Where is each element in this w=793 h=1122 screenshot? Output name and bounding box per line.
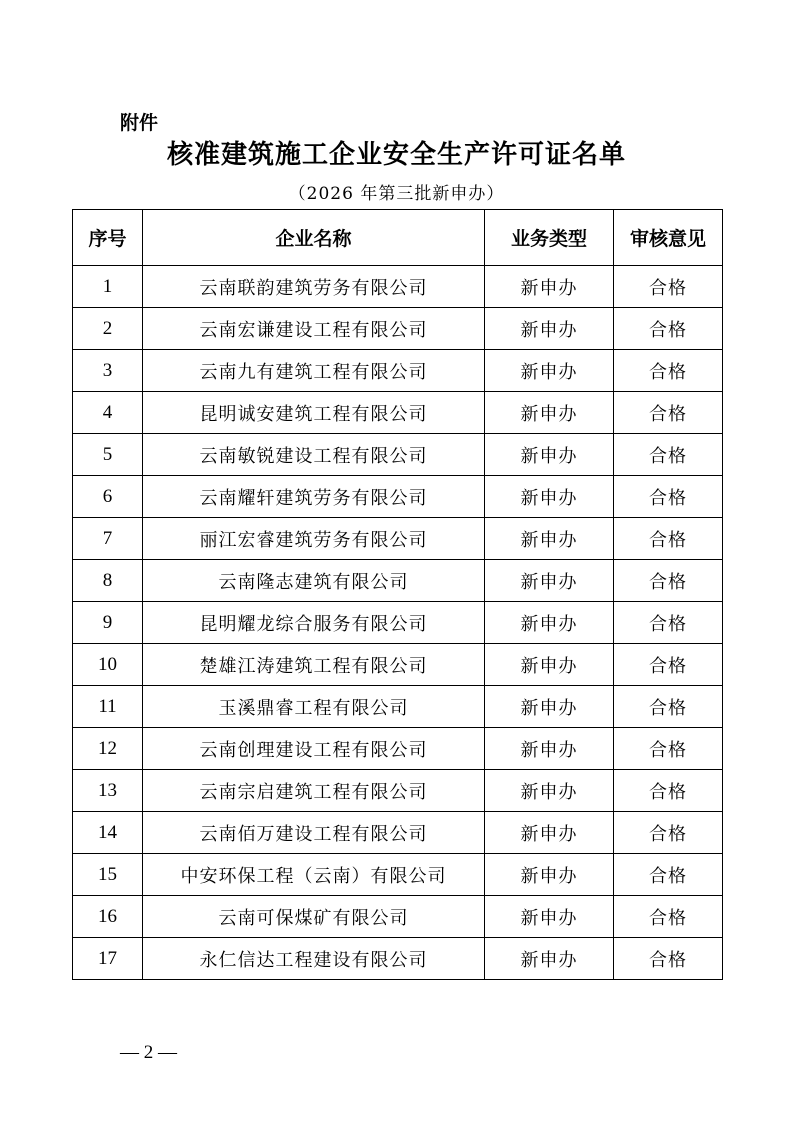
table-row (73, 602, 723, 644)
business-type-cell: 新申办 (485, 434, 614, 476)
serial-number-cell: 2 (73, 308, 143, 350)
serial-number-cell: 1 (73, 266, 143, 308)
company-name-cell: 昆明诚安建筑工程有限公司 (143, 392, 485, 434)
review-opinion-cell: 合格 (614, 476, 723, 518)
company-name-cell: 玉溪鼎睿工程有限公司 (143, 686, 485, 728)
business-type-cell: 新申办 (485, 560, 614, 602)
table-header-row (73, 210, 723, 266)
serial-number-cell: 8 (73, 560, 143, 602)
review-opinion-cell: 合格 (614, 770, 723, 812)
table-row (73, 854, 723, 896)
serial-number-cell: 3 (73, 350, 143, 392)
review-opinion-cell: 合格 (614, 938, 723, 980)
company-name-cell: 云南九有建筑工程有限公司 (143, 350, 485, 392)
business-type-cell: 新申办 (485, 644, 614, 686)
business-type-cell: 新申办 (485, 728, 614, 770)
serial-number-cell: 10 (73, 644, 143, 686)
review-opinion-cell: 合格 (614, 602, 723, 644)
business-type-cell: 新申办 (485, 308, 614, 350)
header-company-name: 企业名称 (143, 210, 485, 266)
review-opinion-cell: 合格 (614, 350, 723, 392)
review-opinion-cell: 合格 (614, 392, 723, 434)
business-type-cell: 新申办 (485, 812, 614, 854)
review-opinion-cell: 合格 (614, 434, 723, 476)
business-type-cell: 新申办 (485, 896, 614, 938)
company-name-cell: 永仁信达工程建设有限公司 (143, 938, 485, 980)
table-row (73, 476, 723, 518)
header-business-type: 业务类型 (485, 210, 614, 266)
serial-number-cell: 4 (73, 392, 143, 434)
business-type-cell: 新申办 (485, 686, 614, 728)
table-row (73, 392, 723, 434)
serial-number-cell: 11 (73, 686, 143, 728)
company-name-cell: 云南宗启建筑工程有限公司 (143, 770, 485, 812)
business-type-cell: 新申办 (485, 266, 614, 308)
table-row (73, 518, 723, 560)
business-type-cell: 新申办 (485, 854, 614, 896)
review-opinion-cell: 合格 (614, 854, 723, 896)
business-type-cell: 新申办 (485, 476, 614, 518)
table-row (73, 350, 723, 392)
company-name-cell: 丽江宏睿建筑劳务有限公司 (143, 518, 485, 560)
table-row (73, 686, 723, 728)
page-number: — 2 — (120, 1042, 177, 1063)
business-type-cell: 新申办 (485, 602, 614, 644)
table-row (73, 728, 723, 770)
table-row (73, 644, 723, 686)
serial-number-cell: 16 (73, 896, 143, 938)
header-serial-number: 序号 (73, 210, 143, 266)
review-opinion-cell: 合格 (614, 644, 723, 686)
review-opinion-cell: 合格 (614, 560, 723, 602)
review-opinion-cell: 合格 (614, 686, 723, 728)
serial-number-cell: 9 (73, 602, 143, 644)
attachment-label: 附件 (120, 112, 159, 134)
serial-number-cell: 7 (73, 518, 143, 560)
company-name-cell: 昆明耀龙综合服务有限公司 (143, 602, 485, 644)
business-type-cell: 新申办 (485, 518, 614, 560)
table-row (73, 812, 723, 854)
company-name-cell: 云南联韵建筑劳务有限公司 (143, 266, 485, 308)
review-opinion-cell: 合格 (614, 896, 723, 938)
review-opinion-cell: 合格 (614, 728, 723, 770)
serial-number-cell: 12 (73, 728, 143, 770)
table-row (73, 434, 723, 476)
company-name-cell: 云南隆志建筑有限公司 (143, 560, 485, 602)
business-type-cell: 新申办 (485, 392, 614, 434)
table-row (73, 770, 723, 812)
company-name-cell: 云南可保煤矿有限公司 (143, 896, 485, 938)
company-name-cell: 云南耀轩建筑劳务有限公司 (143, 476, 485, 518)
company-name-cell: 中安环保工程（云南）有限公司 (143, 854, 485, 896)
business-type-cell: 新申办 (485, 350, 614, 392)
serial-number-cell: 15 (73, 854, 143, 896)
review-opinion-cell: 合格 (614, 518, 723, 560)
review-opinion-cell: 合格 (614, 266, 723, 308)
business-type-cell: 新申办 (485, 938, 614, 980)
review-opinion-cell: 合格 (614, 308, 723, 350)
serial-number-cell: 13 (73, 770, 143, 812)
serial-number-cell: 17 (73, 938, 143, 980)
company-name-cell: 云南宏谦建设工程有限公司 (143, 308, 485, 350)
table-row (73, 896, 723, 938)
table-row (73, 938, 723, 980)
document-subtitle: （2026 年第三批新申办） (288, 184, 505, 204)
table-row (73, 308, 723, 350)
business-type-cell: 新申办 (485, 770, 614, 812)
review-opinion-cell: 合格 (614, 812, 723, 854)
document-title: 核准建筑施工企业安全生产许可证名单 (166, 140, 626, 170)
company-name-cell: 楚雄江涛建筑工程有限公司 (143, 644, 485, 686)
table-row (73, 560, 723, 602)
serial-number-cell: 6 (73, 476, 143, 518)
serial-number-cell: 14 (73, 812, 143, 854)
table-row (73, 266, 723, 308)
company-name-cell: 云南敏锐建设工程有限公司 (143, 434, 485, 476)
company-name-cell: 云南创理建设工程有限公司 (143, 728, 485, 770)
header-review-opinion: 审核意见 (614, 210, 723, 266)
company-name-cell: 云南佰万建设工程有限公司 (143, 812, 485, 854)
serial-number-cell: 5 (73, 434, 143, 476)
license-list-table (72, 209, 723, 980)
